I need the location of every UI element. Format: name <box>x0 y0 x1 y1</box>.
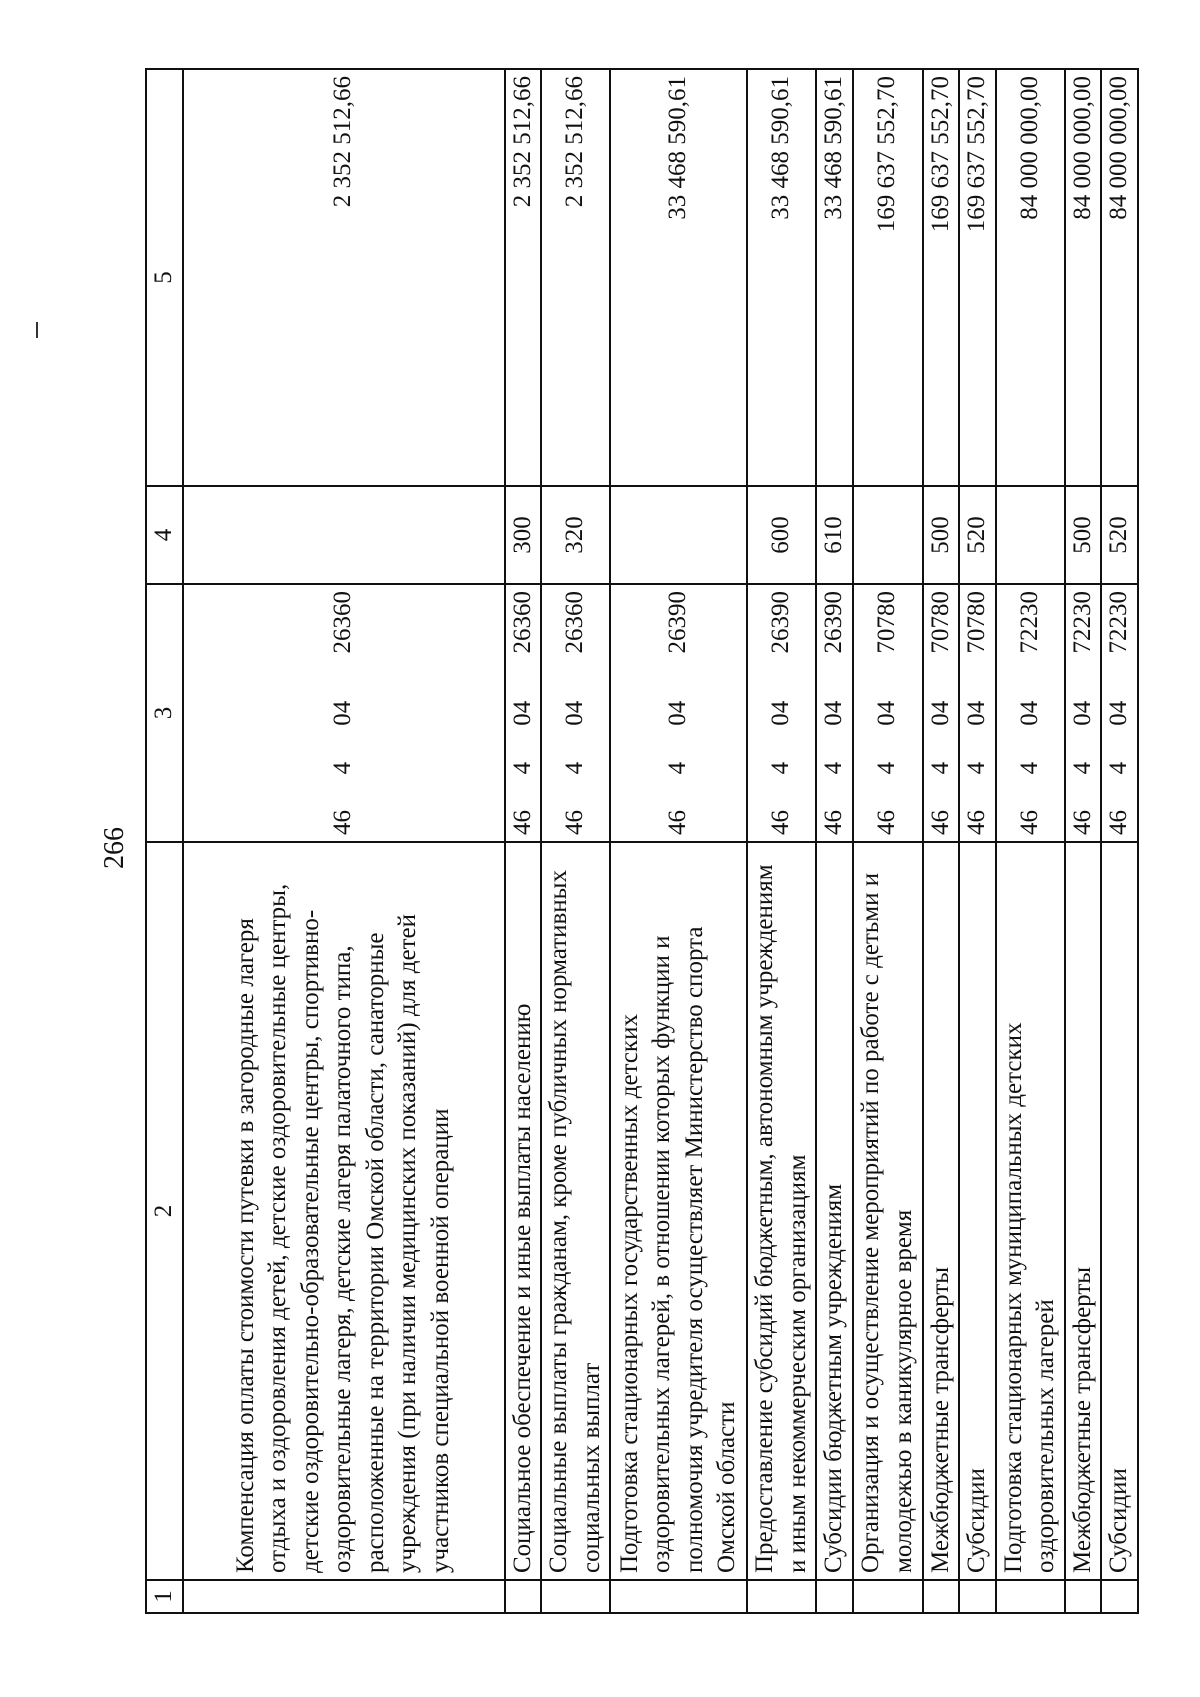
code-part: 46 <box>1068 810 1096 835</box>
code-part: 04 <box>963 700 990 726</box>
code-part: 46 <box>664 810 692 835</box>
table-row <box>183 69 505 1613</box>
expense-type: 600 <box>747 486 816 584</box>
item-name: Подготовка стационарных государственных детских оздоровительных лагерей, в отношении которых функции и полномочия учредителя осуществляет Министерство спорта Омской области <box>610 842 747 1580</box>
row-number-cell <box>610 1580 747 1613</box>
code-part: 4 <box>963 761 990 775</box>
amount: 84 000 000,00 <box>1101 69 1138 486</box>
column-header-2: 2 <box>146 842 183 1580</box>
code-cell <box>610 584 747 842</box>
code-part: 72230 <box>1015 591 1043 654</box>
code-part: 4 <box>767 761 795 775</box>
row-number-cell <box>816 1580 853 1613</box>
code-part: 26360 <box>561 591 589 654</box>
code-part: 26390 <box>767 591 795 654</box>
row-number-cell <box>1065 1580 1102 1613</box>
table-row <box>816 69 853 1613</box>
expense-type: 300 <box>505 486 542 584</box>
code-part: 4 <box>508 761 536 775</box>
code-part: 04 <box>873 700 901 726</box>
code-part: 46 <box>329 810 357 835</box>
code-part: 46 <box>508 810 536 835</box>
table-row <box>996 69 1065 1613</box>
item-name: Компенсация оплаты стоимости путевки в загородные лагеря отдыха и оздоровления детей, детские оздоровительные центры, детские оздоровительно-образовательные центры, спортивно-оздоровительные лагеря, детские лагеря палаточного типа, расположенные на территории Омской области, санаторные учреждения (при наличии медицинских показаний) для детей участников специальной военной операции <box>183 842 505 1580</box>
amount: 2 352 512,66 <box>541 69 610 486</box>
expense-type <box>853 486 923 584</box>
code-part: 46 <box>561 810 589 835</box>
row-number-cell <box>541 1580 610 1613</box>
item-name: Межбюджетные трансферты <box>923 842 960 1580</box>
amount: 84 000 000,00 <box>1065 69 1102 486</box>
column-header-4: 4 <box>146 486 183 584</box>
code-part: 46 <box>963 810 990 835</box>
code-part: 04 <box>1015 700 1043 726</box>
code-part: 4 <box>1068 761 1096 775</box>
table-row <box>505 69 542 1613</box>
amount: 169 637 552,70 <box>923 69 960 486</box>
expense-type: 610 <box>816 486 853 584</box>
code-part: 46 <box>873 810 901 835</box>
item-name: Субсидии бюджетным учреждениям <box>816 842 853 1580</box>
code-part: 46 <box>767 810 795 835</box>
table-row <box>959 69 996 1613</box>
amount: 2 352 512,66 <box>183 69 505 486</box>
expense-type: 500 <box>1065 486 1102 584</box>
row-number-cell <box>996 1580 1065 1613</box>
row-number-cell <box>1101 1580 1138 1613</box>
item-name: Субсидии <box>1101 842 1138 1580</box>
code-cell <box>1065 584 1102 842</box>
table-row <box>923 69 960 1613</box>
code-part: 04 <box>561 700 589 726</box>
row-number-cell <box>853 1580 923 1613</box>
table-row <box>1101 69 1138 1613</box>
code-cell <box>996 584 1065 842</box>
code-part: 70780 <box>963 591 990 654</box>
scan-mark <box>36 322 38 338</box>
code-part: 04 <box>820 700 847 726</box>
code-part: 46 <box>1015 810 1043 835</box>
code-cell <box>853 584 923 842</box>
row-number-cell <box>923 1580 960 1613</box>
code-part: 26360 <box>508 591 536 654</box>
code-part: 46 <box>1105 810 1132 835</box>
code-part: 04 <box>926 700 954 726</box>
table-row <box>610 69 747 1613</box>
amount: 33 468 590,61 <box>610 69 747 486</box>
row-number-cell <box>747 1580 816 1613</box>
code-cell <box>923 584 960 842</box>
item-name: Предоставление субсидий бюджетным, автономным учреждениям и иным некоммерческим организациям <box>747 842 816 1580</box>
expense-type: 520 <box>959 486 996 584</box>
budget-table <box>145 68 1139 1614</box>
code-part: 04 <box>329 700 357 726</box>
expense-type <box>183 486 505 584</box>
code-part: 04 <box>1068 700 1096 726</box>
table-row <box>747 69 816 1613</box>
column-header-1: 1 <box>146 1580 183 1613</box>
code-cell <box>1101 584 1138 842</box>
code-part: 04 <box>664 700 692 726</box>
code-cell <box>183 584 505 842</box>
code-part: 04 <box>767 700 795 726</box>
table-row <box>1065 69 1102 1613</box>
item-name: Организация и осуществление мероприятий по работе с детьми и молодежью в каникулярное время <box>853 842 923 1580</box>
code-part: 4 <box>329 761 357 775</box>
expense-type: 320 <box>541 486 610 584</box>
amount: 169 637 552,70 <box>959 69 996 486</box>
code-cell <box>816 584 853 842</box>
code-part: 4 <box>664 761 692 775</box>
header-row <box>146 69 183 1613</box>
code-part: 70780 <box>926 591 954 654</box>
expense-type <box>996 486 1065 584</box>
table-row <box>541 69 610 1613</box>
code-part: 04 <box>508 700 536 726</box>
budget-table-container <box>145 70 1132 1614</box>
code-part: 72230 <box>1068 591 1096 654</box>
code-part: 46 <box>926 810 954 835</box>
row-number-cell <box>505 1580 542 1613</box>
code-part: 46 <box>820 810 847 835</box>
amount: 84 000 000,00 <box>996 69 1065 486</box>
code-part: 26390 <box>664 591 692 654</box>
table-row <box>853 69 923 1613</box>
code-part: 4 <box>873 761 901 775</box>
code-part: 4 <box>820 761 847 775</box>
item-name: Социальное обеспечение и иные выплаты населению <box>505 842 542 1580</box>
code-part: 4 <box>1105 761 1132 775</box>
amount: 169 637 552,70 <box>853 69 923 486</box>
code-cell <box>747 584 816 842</box>
code-cell <box>541 584 610 842</box>
code-part: 72230 <box>1105 591 1132 654</box>
amount: 33 468 590,61 <box>747 69 816 486</box>
row-number-cell <box>959 1580 996 1613</box>
item-name: Социальные выплаты гражданам, кроме публичных нормативных социальных выплат <box>541 842 610 1580</box>
code-part: 70780 <box>873 591 901 654</box>
item-name: Подготовка стационарных муниципальных детских оздоровительных лагерей <box>996 842 1065 1580</box>
item-name: Межбюджетные трансферты <box>1065 842 1102 1580</box>
row-number-cell <box>183 1580 505 1613</box>
expense-type: 520 <box>1101 486 1138 584</box>
code-part: 4 <box>926 761 954 775</box>
amount: 33 468 590,61 <box>816 69 853 486</box>
column-header-5: 5 <box>146 69 183 486</box>
column-header-3: 3 <box>146 584 183 842</box>
item-name: Субсидии <box>959 842 996 1580</box>
page-number: 266 <box>99 827 130 869</box>
code-cell <box>505 584 542 842</box>
code-part: 26360 <box>329 591 357 654</box>
code-part: 4 <box>1015 761 1043 775</box>
code-part: 26390 <box>820 591 847 654</box>
code-part: 04 <box>1105 700 1132 726</box>
expense-type: 500 <box>923 486 960 584</box>
code-part: 4 <box>561 761 589 775</box>
expense-type <box>610 486 747 584</box>
code-cell <box>959 584 996 842</box>
amount: 2 352 512,66 <box>505 69 542 486</box>
